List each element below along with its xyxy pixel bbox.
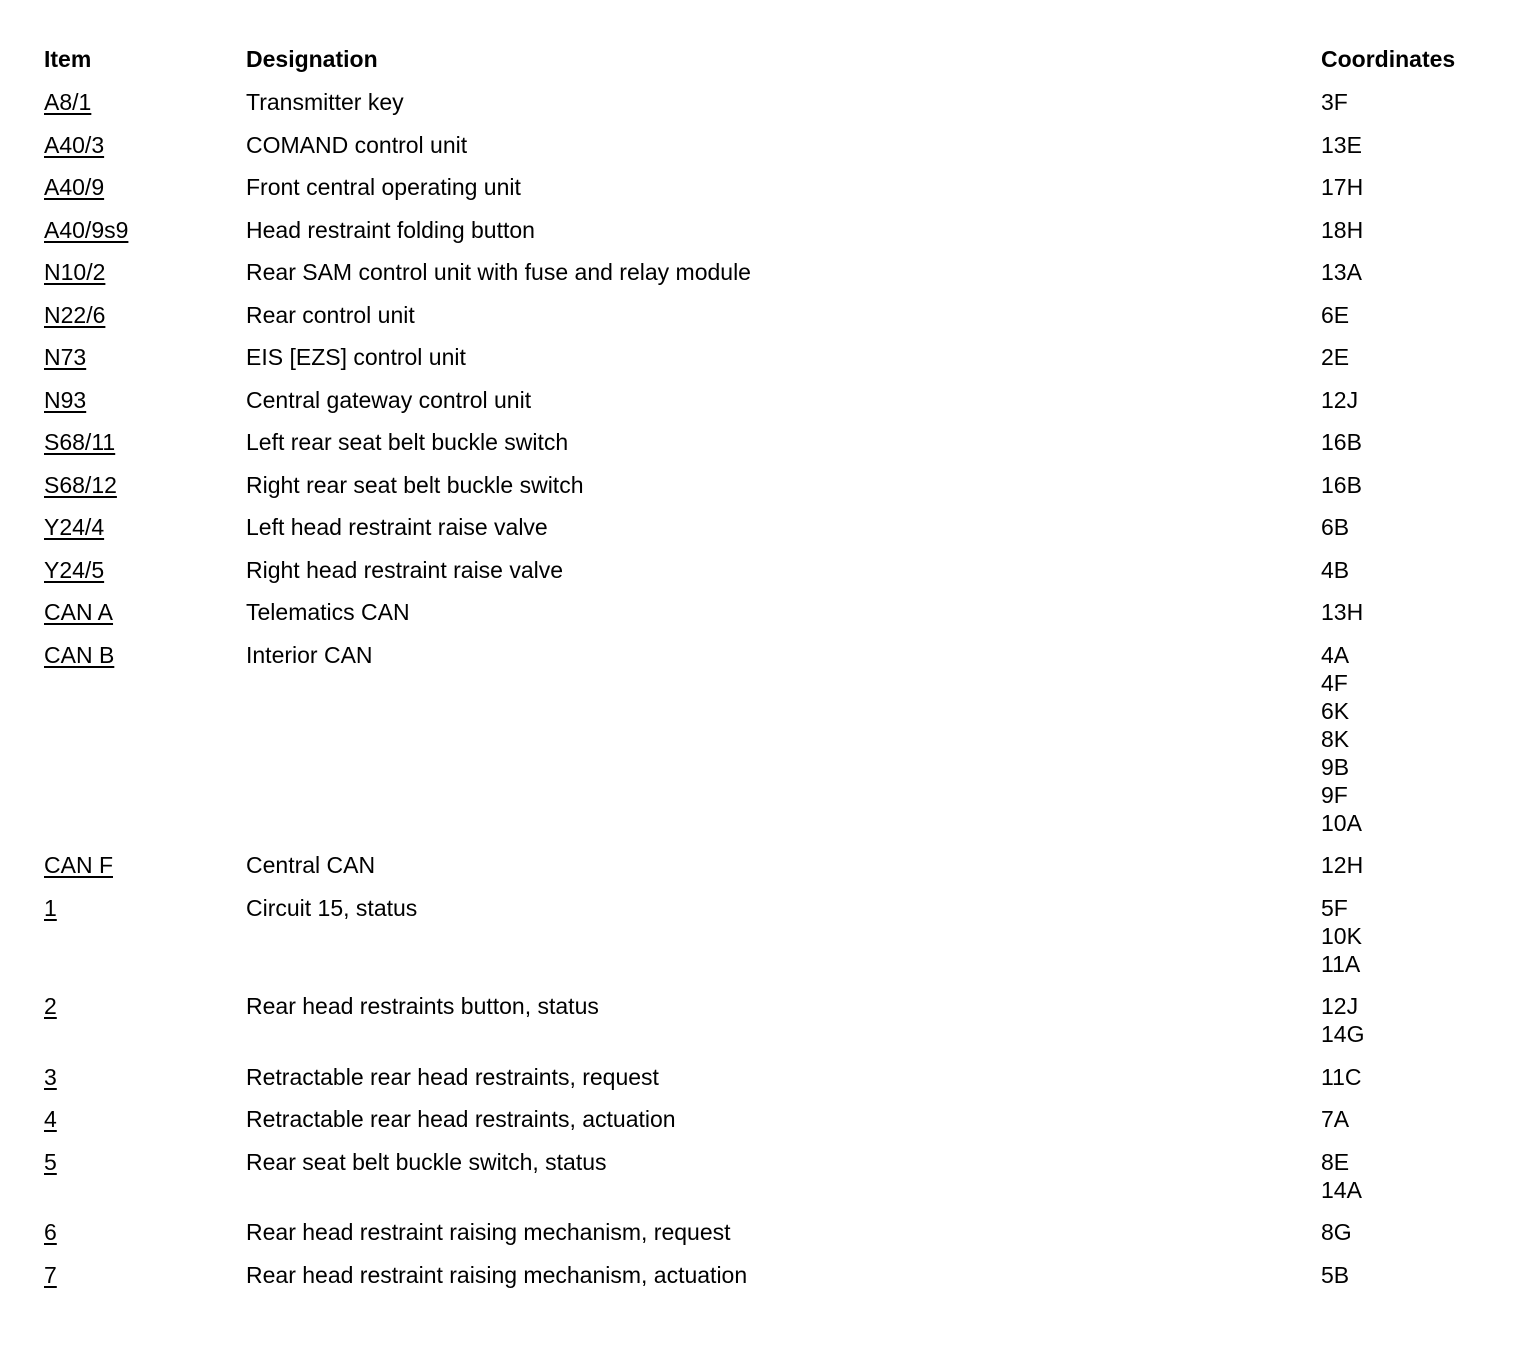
coordinate-value: 7A	[1321, 1106, 1350, 1132]
item-cell	[44, 513, 246, 541]
coordinate-value: 9B	[1321, 753, 1350, 780]
item-cell	[44, 131, 246, 159]
item-cell	[44, 851, 246, 879]
table-row	[44, 428, 1484, 471]
item-cell	[44, 1148, 246, 1176]
coordinate-value: 6B	[1321, 514, 1350, 540]
table-row	[44, 386, 1484, 429]
table-row	[44, 1261, 1484, 1304]
table-header-row	[44, 45, 1484, 88]
item-cell	[44, 343, 246, 371]
coordinate-value: 8K	[1321, 725, 1350, 752]
coordinate-value: 14A	[1321, 1176, 1362, 1203]
coordinate-value: 4B	[1321, 556, 1350, 583]
item-link[interactable]: S68/12	[44, 471, 117, 498]
table-row	[44, 1218, 1484, 1261]
designation-cell: COMAND control unit	[246, 131, 468, 158]
table-row	[44, 598, 1484, 641]
table-row	[44, 258, 1484, 301]
coordinate-value: 11A	[1321, 950, 1361, 977]
coordinates-cell	[1321, 258, 1484, 286]
item-cell	[44, 173, 246, 201]
item-link[interactable]: 4	[44, 1106, 57, 1132]
designation-cell: Left rear seat belt buckle switch	[246, 429, 569, 455]
item-link[interactable]: A40/9	[44, 174, 105, 200]
item-cell	[44, 88, 246, 116]
table-row	[44, 301, 1484, 344]
item-link[interactable]: N22/6	[44, 301, 106, 328]
item-cell	[44, 386, 246, 414]
item-link[interactable]: N93	[44, 386, 87, 413]
designation-cell: Right rear seat belt buckle switch	[246, 471, 584, 498]
coordinate-value: 13H	[1321, 599, 1364, 625]
coordinate-value: 10K	[1321, 922, 1362, 949]
table-row	[44, 851, 1484, 894]
item-link[interactable]: Y24/4	[44, 514, 105, 540]
item-cell	[44, 1261, 246, 1289]
designation-cell: Transmitter key	[246, 89, 404, 115]
table-row	[44, 173, 1484, 216]
designation-cell: Telematics CAN	[246, 599, 410, 625]
designation-cell: Rear head restraint raising mechanism, request	[246, 1219, 731, 1245]
coordinates-cell	[1321, 216, 1484, 244]
item-link[interactable]: S68/11	[44, 429, 116, 455]
table-row	[44, 1148, 1484, 1219]
header-item: Item	[44, 46, 92, 72]
coordinates-cell	[1321, 851, 1484, 879]
coordinates-cell	[1321, 1063, 1484, 1091]
item-link[interactable]: 6	[44, 1219, 57, 1245]
item-cell	[44, 1063, 246, 1091]
table-row	[44, 471, 1484, 514]
coordinates-cell	[1321, 992, 1484, 1048]
item-cell	[44, 598, 246, 626]
coordinates-cell	[1321, 343, 1484, 371]
designation-cell: Front central operating unit	[246, 174, 521, 200]
designation-cell: Retractable rear head restraints, request	[246, 1063, 659, 1090]
coordinate-value: 10A	[1321, 809, 1362, 836]
coordinate-value: 12J	[1321, 386, 1359, 413]
item-cell	[44, 471, 246, 499]
item-link[interactable]: A40/3	[44, 131, 105, 158]
designation-cell: Rear SAM control unit with fuse and relay module	[246, 259, 751, 285]
coordinate-value: 11C	[1321, 1063, 1362, 1090]
table-row	[44, 131, 1484, 174]
table-row	[44, 1063, 1484, 1106]
coordinates-cell	[1321, 513, 1484, 541]
designation-cell: Head restraint folding button	[246, 216, 535, 243]
header-designation: Designation	[246, 46, 378, 72]
item-link[interactable]: CAN B	[44, 641, 115, 668]
item-cell	[44, 1105, 246, 1133]
designation-cell: Central CAN	[246, 852, 376, 878]
table-row	[44, 992, 1484, 1063]
coordinates-cell	[1321, 1148, 1484, 1204]
coordinate-value: 17H	[1321, 174, 1364, 200]
item-link[interactable]: Y24/5	[44, 556, 105, 583]
item-link[interactable]: A8/1	[44, 89, 92, 115]
designation-cell: Circuit 15, status	[246, 894, 418, 921]
coordinates-cell	[1321, 1218, 1484, 1246]
item-link[interactable]: 1	[44, 894, 57, 921]
designation-cell: Central gateway control unit	[246, 386, 532, 413]
coordinates-cell	[1321, 1105, 1484, 1133]
designation-cell: Rear seat belt buckle switch, status	[246, 1148, 607, 1175]
coordinate-value: 13E	[1321, 131, 1362, 158]
coordinate-value: 6K	[1321, 697, 1350, 724]
designation-cell: EIS [EZS] control unit	[246, 344, 466, 370]
coordinates-cell	[1321, 301, 1484, 329]
item-cell	[44, 641, 246, 669]
designation-cell: Rear control unit	[246, 301, 415, 328]
coordinates-cell	[1321, 173, 1484, 201]
item-cell	[44, 216, 246, 244]
coordinate-value: 13A	[1321, 259, 1362, 285]
coordinate-value: 2E	[1321, 344, 1350, 370]
coordinate-value: 9F	[1321, 781, 1348, 808]
coordinate-value: 5B	[1321, 1261, 1350, 1288]
item-link[interactable]: N10/2	[44, 259, 106, 285]
coordinate-value: 6E	[1321, 301, 1350, 328]
item-cell	[44, 258, 246, 286]
coordinate-value: 14G	[1321, 1021, 1365, 1047]
designation-cell: Right head restraint raise valve	[246, 556, 564, 583]
item-link[interactable]: N73	[44, 344, 87, 370]
table-row	[44, 641, 1484, 852]
coordinates-cell	[1321, 88, 1484, 116]
item-cell	[44, 1218, 246, 1246]
coordinates-cell	[1321, 894, 1484, 978]
table-row	[44, 513, 1484, 556]
coordinate-value: 18H	[1321, 216, 1364, 243]
table-row	[44, 216, 1484, 259]
coordinates-cell	[1321, 386, 1484, 414]
item-cell	[44, 894, 246, 922]
table-row	[44, 1105, 1484, 1148]
item-cell	[44, 301, 246, 329]
item-link[interactable]: A40/9s9	[44, 216, 129, 243]
item-link[interactable]: 7	[44, 1261, 57, 1288]
coordinate-value: 16B	[1321, 429, 1362, 455]
coordinate-value: 3F	[1321, 89, 1348, 115]
item-cell	[44, 556, 246, 584]
header-coordinates: Coordinates	[1321, 46, 1456, 72]
coordinate-value: 12H	[1321, 852, 1364, 878]
coordinates-cell	[1321, 131, 1484, 159]
coordinate-value: 12J	[1321, 993, 1359, 1019]
coordinates-cell	[1321, 556, 1484, 584]
coordinate-value: 4F	[1321, 669, 1348, 696]
coordinates-cell	[1321, 641, 1484, 837]
table-row	[44, 343, 1484, 386]
item-link[interactable]: CAN A	[44, 599, 114, 625]
table-row	[44, 894, 1484, 993]
coordinate-value: 16B	[1321, 471, 1362, 498]
coordinate-value: 8E	[1321, 1148, 1350, 1175]
table-body	[44, 88, 1484, 1303]
item-link[interactable]: 3	[44, 1063, 57, 1090]
designation-cell: Retractable rear head restraints, actuation	[246, 1106, 676, 1132]
table-row	[44, 556, 1484, 599]
table-row	[44, 88, 1484, 131]
coordinate-value: 5F	[1321, 894, 1348, 921]
component-legend-table	[44, 45, 1484, 1303]
designation-cell: Rear head restraints button, status	[246, 993, 599, 1019]
coordinates-cell	[1321, 598, 1484, 626]
coordinate-value: 8G	[1321, 1219, 1352, 1245]
item-cell	[44, 992, 246, 1020]
item-link[interactable]: 5	[44, 1148, 57, 1175]
coordinate-value: 4A	[1321, 641, 1350, 668]
item-link[interactable]: CAN F	[44, 852, 113, 878]
designation-cell: Left head restraint raise valve	[246, 514, 548, 540]
coordinates-cell	[1321, 471, 1484, 499]
designation-cell: Interior CAN	[246, 641, 373, 668]
coordinates-cell	[1321, 1261, 1484, 1289]
item-cell	[44, 428, 246, 456]
designation-cell: Rear head restraint raising mechanism, actuation	[246, 1261, 748, 1288]
coordinates-cell	[1321, 428, 1484, 456]
item-link[interactable]: 2	[44, 993, 57, 1019]
